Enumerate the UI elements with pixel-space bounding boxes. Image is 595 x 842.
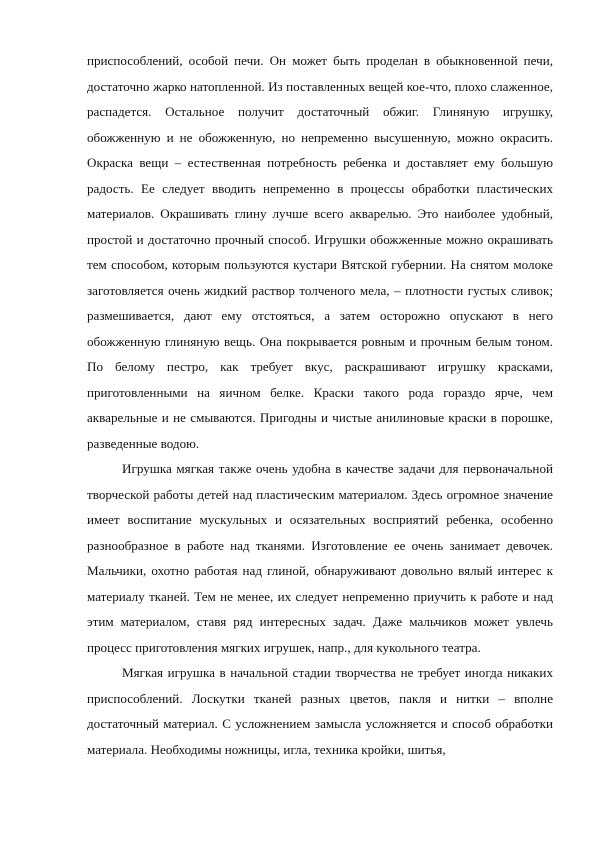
paragraph-2: Игрушка мягкая также очень удобна в качестве задачи для первоначальной творческой работы детей над пластическим материалом. Здесь огромное значение имеет воспитание мускульных и осязательных восприятий ребенка, особенно разнообразное в работе над тканями. Изготовление ее очень занимает девочек. Мальчики, охотно работая над глиной, обнаруживают довольно вялый интерес к материалу тканей. Тем не менее, их следует непременно приучить к работе и над этим материалом, ставя ряд интересных задач. Даже мальчиков может увлечь процесс приготовления мягких игрушек, напр., для кукольного театра. bbox=[87, 461, 553, 655]
paragraph-1: приспособлений, особой печи. Он может быть проделан в обыкновенной печи, достаточно жарко натопленной. Из поставленных вещей кое-что, плохо слаженное, распадется. Остальное получит достаточный обжиг. Глиняную игрушку, обожженную и не обожженную, но непременно высушенную, можно окрасить. Окраска вещи – естественная потребность ребенка и доставляет ему большую радость. Ее следует вводить непременно в процессы обработки пластических материалов. Окрашивать глину лучше всего акварелью. Это наиболее удобный, простой и достаточно прочный способ. Игрушки обожженные можно окрашивать тем способом, которым пользуются кустари Вятской губернии. На снятом молоке заготовляется очень жидкий раствор толченого мела, – плотности густых сливок; размешивается, дают ему отстояться, а затем осторожно опускают в него обожженную глиняную вещь. Она покрывается ровным и прочным белым тоном. По белому пестро, как требует вкус, раскрашивают игрушку красками, приготовленными на яичном белке. Краски такого рода гораздо ярче, чем акварельные и не смываются. Пригодны и чистые анилиновые краски в порошке, разведенные водою. bbox=[87, 53, 553, 451]
document-page bbox=[87, 48, 553, 762]
paragraph-3: Мягкая игрушка в начальной стадии творчества не требует иногда никаких приспособлений. Лоскутки тканей разных цветов, пакля и нитки – вполне достаточный материал. С усложнением замысла усложняется и способ обработки материала. Необходимы ножницы, игла, техника кройки, шитья, bbox=[87, 665, 553, 757]
